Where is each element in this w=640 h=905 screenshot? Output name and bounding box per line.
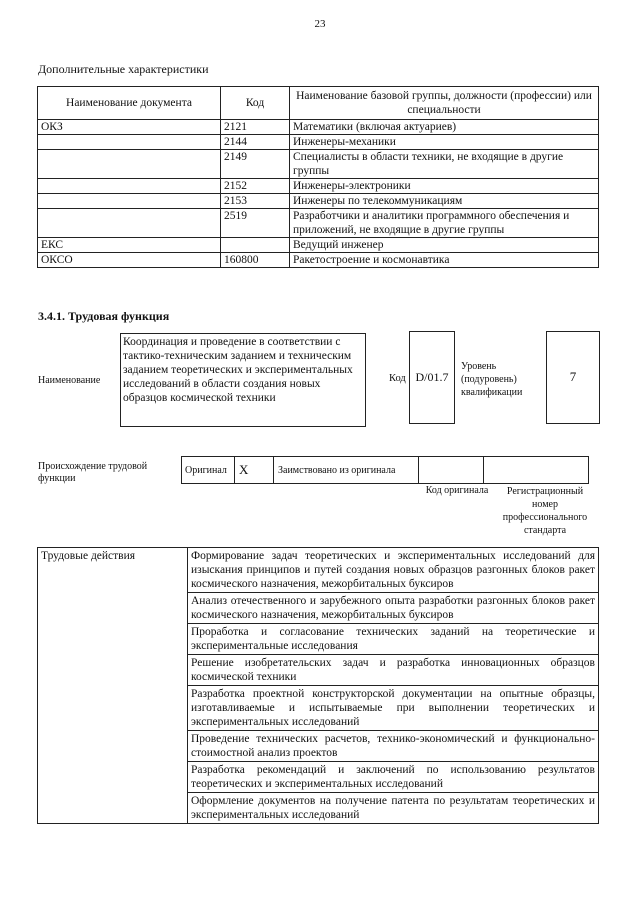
labor-action-item: Анализ отечественного и зарубежного опыта разработки разгонных блоков ракет космического назначения, межорбитальных буксиров (188, 593, 599, 624)
labor-action-item: Решение изобретательских задач и разработка инновационных образцов космической техники (188, 655, 599, 686)
page-number: 23 (314, 18, 326, 30)
table-row (38, 135, 599, 150)
original-label: Оригинал (182, 457, 235, 484)
additional-characteristics-table (37, 86, 599, 268)
level-value: 7 (569, 369, 577, 384)
labor-action-item: Формирование задач теоретических и экспериментальных исследований для изыскания принципов и путей создания новых образцов разгонных блоков ракет космического назначения, межорбитальных буксиров (188, 548, 599, 593)
cell-doc (38, 179, 221, 194)
cell-code: 2519 (221, 209, 290, 238)
table-row (38, 253, 599, 268)
level-label: Уровень (подуровень) квалификации (461, 361, 523, 398)
borrowed-label: Заимствовано из оригинала (274, 457, 419, 484)
table-row (38, 209, 599, 238)
cell-doc: ЕКС (38, 238, 221, 253)
header-document: Наименование документа (38, 87, 221, 120)
cell-code: 160800 (221, 253, 290, 268)
table-row (38, 150, 599, 179)
cell-doc: ОКЗ (38, 120, 221, 135)
cell-doc (38, 209, 221, 238)
labor-action-item: Разработка проектной конструкторской документации на опытные образцы, изготавливаемые и испытываемые при выполнении теоретических и экспериментальных исследований (188, 686, 599, 731)
cell-name: Математики (включая актуариев) (290, 120, 599, 135)
reg-number-cell (484, 457, 589, 484)
origin-table (181, 456, 589, 484)
code-original-label: Код оригинала (425, 485, 489, 496)
labor-action-item: Проработка и согласование технических заданий на теоретические и экспериментальные исследования (188, 624, 599, 655)
original-mark: X (235, 457, 274, 484)
table-row (38, 238, 599, 253)
header-group-name: Наименование базовой группы, должности (профессии) или специальности (290, 87, 599, 120)
cell-name: Ведущий инженер (290, 238, 599, 253)
labor-function-heading: 3.4.1. Трудовая функция (38, 309, 170, 323)
table-row (38, 179, 599, 194)
additional-characteristics-title: Дополнительные характеристики (38, 62, 209, 76)
cell-code: 2121 (221, 120, 290, 135)
cell-doc (38, 135, 221, 150)
cell-code: 2144 (221, 135, 290, 150)
labor-actions-table (37, 547, 599, 824)
action-row (38, 548, 599, 593)
code-value: D/01.7 (415, 370, 449, 384)
cell-name: Специалисты в области техники, не входящие в другие группы (290, 150, 599, 179)
reg-number-label: Регистрационный номер профессионального стандарта (502, 486, 588, 536)
function-name-box (120, 333, 366, 427)
cell-code: 2152 (221, 179, 290, 194)
labor-action-item: Разработка рекомендаций и заключений по использованию результатов теоретических и экспериментальных исследований (188, 762, 599, 793)
cell-doc (38, 194, 221, 209)
cell-code: 2149 (221, 150, 290, 179)
origin-label: Происхождение трудовой функции (38, 461, 148, 484)
table-row (38, 194, 599, 209)
cell-name: Ракетостроение и космонавтика (290, 253, 599, 268)
cell-code: 2153 (221, 194, 290, 209)
table-row (38, 120, 599, 135)
cell-name: Инженеры-электроники (290, 179, 599, 194)
cell-name: Инженеры по телекоммуникациям (290, 194, 599, 209)
code-original-cell (419, 457, 484, 484)
name-label: Наименование (38, 375, 101, 386)
code-box (409, 331, 455, 424)
cell-doc (38, 150, 221, 179)
cell-code (221, 238, 290, 253)
cell-name: Инженеры-механики (290, 135, 599, 150)
level-box (546, 331, 600, 424)
labor-action-item: Оформление документов на получение патента по результатам теоретических и экспериментальных исследований (188, 793, 599, 824)
labor-actions-label: Трудовые действия (38, 548, 188, 824)
labor-action-item: Проведение технических расчетов, технико-экономический и функционально-стоимостной анализ проектов (188, 731, 599, 762)
code-label: Код (389, 373, 406, 384)
table-header-row (38, 87, 599, 120)
cell-name: Разработчики и аналитики программного обеспечения и приложений, не входящие в другие группы (290, 209, 599, 238)
header-code: Код (221, 87, 290, 120)
cell-doc: ОКСО (38, 253, 221, 268)
function-name-value: Координация и проведение в соответствии с тактико-техническим заданием и техническим заданием теоретических и экспериментальных исследований в области создания новых образцов космической техники (123, 336, 353, 404)
